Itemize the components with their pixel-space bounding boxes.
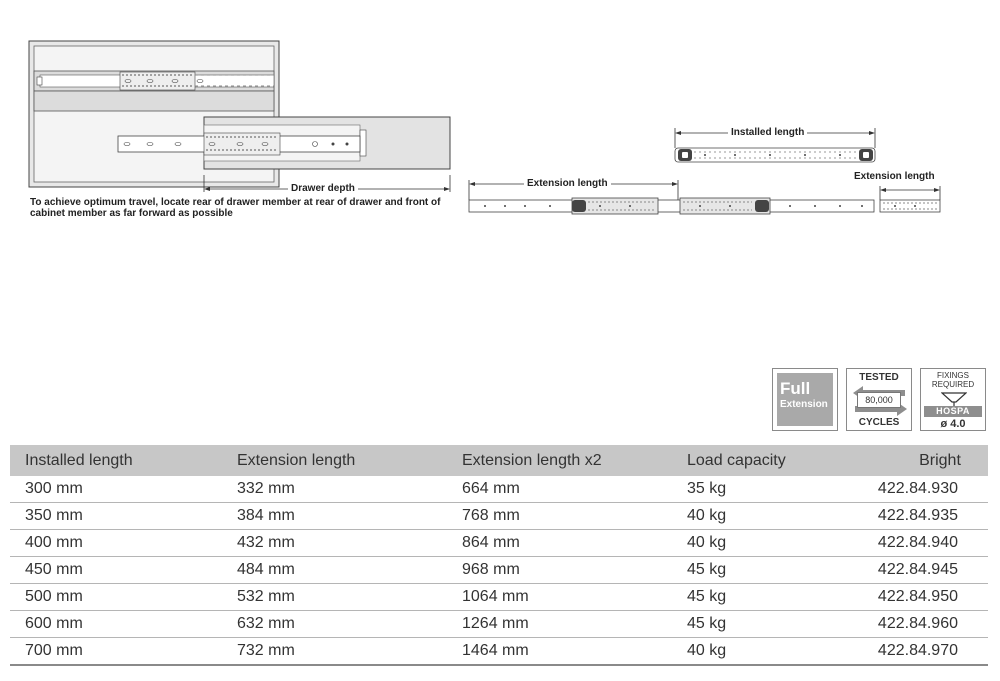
cell-installed-length: 400 mm (10, 530, 222, 557)
header-load-capacity: Load capacity (672, 445, 832, 476)
full-extension-badge (772, 368, 838, 431)
table-row (10, 530, 988, 557)
cell-extension-length-x2: 1264 mm (447, 611, 672, 638)
extension-length-label: Extension length (524, 178, 611, 189)
cell-load-capacity: 40 kg (672, 638, 832, 666)
full-extension-line2: Extension (780, 399, 828, 410)
cycles-label: CYCLES (858, 417, 900, 428)
cell-load-capacity: 45 kg (672, 611, 832, 638)
cell-article-number: 422.84.935 (832, 503, 988, 530)
table-row (10, 584, 988, 611)
cell-load-capacity: 45 kg (672, 557, 832, 584)
cell-extension-length: 632 mm (222, 611, 447, 638)
cell-extension-length: 384 mm (222, 503, 447, 530)
cell-extension-length: 432 mm (222, 530, 447, 557)
countersunk-screw-icon (941, 392, 967, 406)
cell-article-number: 422.84.940 (832, 530, 988, 557)
cycle-count: 80,000 (857, 392, 901, 408)
cell-installed-length: 300 mm (10, 476, 222, 503)
table-row (10, 557, 988, 584)
cell-installed-length: 600 mm (10, 611, 222, 638)
extension-length-right-label: Extension length (851, 171, 938, 182)
screw-diameter: ø 4.0 (940, 418, 966, 430)
table-row (10, 611, 988, 638)
tested-cycles-badge (846, 368, 912, 431)
cell-load-capacity: 40 kg (672, 530, 832, 557)
fixings-label: FIXINGS REQUIRED (931, 371, 975, 389)
installed-length-label: Installed length (728, 127, 807, 138)
full-extension-line1: Full (780, 379, 811, 398)
cell-extension-length-x2: 864 mm (447, 530, 672, 557)
header-extension-length: Extension length (222, 445, 447, 476)
cell-installed-length: 350 mm (10, 503, 222, 530)
table-row (10, 476, 988, 503)
table-row (10, 638, 988, 666)
fixings-required-badge (920, 368, 986, 431)
specification-table (10, 445, 988, 666)
drawer-depth-label: Drawer depth (288, 183, 358, 194)
cell-article-number: 422.84.960 (832, 611, 988, 638)
cell-article-number: 422.84.945 (832, 557, 988, 584)
table-header-row (10, 445, 988, 476)
cell-extension-length: 484 mm (222, 557, 447, 584)
cell-article-number: 422.84.970 (832, 638, 988, 666)
cell-load-capacity: 45 kg (672, 584, 832, 611)
cell-article-number: 422.84.930 (832, 476, 988, 503)
hospa-label: HOSPA (924, 406, 982, 417)
cell-extension-length-x2: 1464 mm (447, 638, 672, 666)
tested-label: TESTED (859, 372, 899, 383)
header-bright: Bright (832, 445, 988, 476)
cell-article-number: 422.84.950 (832, 584, 988, 611)
cell-extension-length: 732 mm (222, 638, 447, 666)
cell-installed-length: 500 mm (10, 584, 222, 611)
header-extension-length-x2: Extension length x2 (447, 445, 672, 476)
cell-extension-length-x2: 968 mm (447, 557, 672, 584)
table-row (10, 503, 988, 530)
cell-extension-length-x2: 768 mm (447, 503, 672, 530)
cell-extension-length: 332 mm (222, 476, 447, 503)
cell-extension-length-x2: 664 mm (447, 476, 672, 503)
cell-installed-length: 700 mm (10, 638, 222, 666)
cell-installed-length: 450 mm (10, 557, 222, 584)
cell-extension-length: 532 mm (222, 584, 447, 611)
cell-load-capacity: 35 kg (672, 476, 832, 503)
header-installed-length: Installed length (10, 445, 222, 476)
installation-note: To achieve optimum travel, locate rear of drawer member at rear of drawer and front of cabinet member as far forward as possible (30, 197, 441, 219)
cell-extension-length-x2: 1064 mm (447, 584, 672, 611)
cell-load-capacity: 40 kg (672, 503, 832, 530)
